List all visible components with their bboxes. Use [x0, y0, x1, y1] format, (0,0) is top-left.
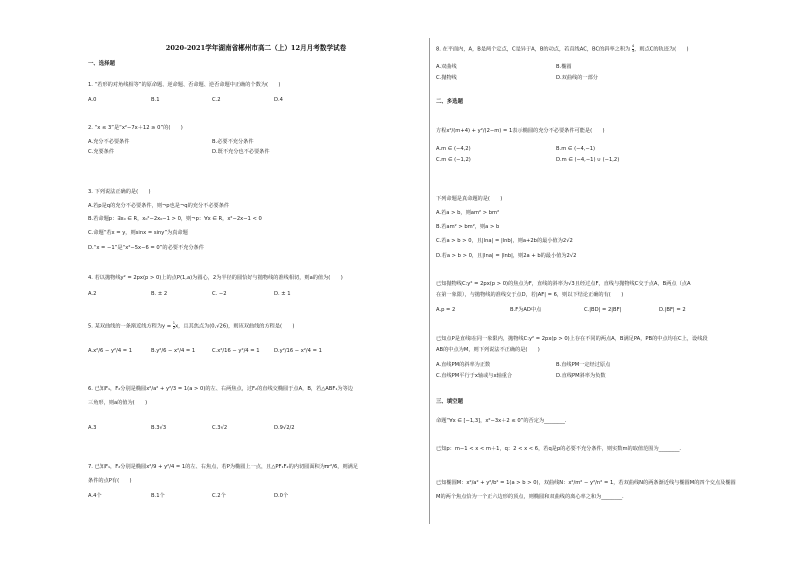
column-divider	[429, 38, 430, 524]
question-4-stem: 4. 若以抛物线y² = 2px(p > 0)上的点P(1,a)为圆心，2为半径的圆恰好与抛物线的准线相切，则a的值为( )	[88, 275, 343, 281]
question-12-option-a: A.直线PM的斜率为正数	[436, 362, 491, 368]
question-11-stem-line1: 已知抛物线C:y² = 2px(p > 0)的焦点为F，直线的斜率为√3且经过点F，直线与抛物线C交于点A，B两点（点A	[436, 281, 691, 287]
question-7-stem-line2: 条件的点P有( )	[88, 478, 132, 484]
question-11-option-d: D.|BF| = 2	[659, 307, 686, 313]
question-3-stem: 3. 下列说法正确的是( )	[88, 189, 151, 195]
question-8-option-a: A.双曲线	[436, 64, 457, 70]
question-8-option-b: B.椭圆	[556, 64, 572, 70]
question-1-option-c: C.2	[212, 97, 221, 103]
question-6-stem-line1: 6. 已知F₁，F₂分别是椭圆x²/a² + y²/3 = 1(a > 0)的左、右两焦点，过F₂的直线交椭圆于点A，B，若△ABF₁为等边	[88, 386, 353, 392]
question-12-option-c: C.直线PM平行于x轴或与x轴重合	[436, 373, 513, 379]
question-1-option-a: A.0	[88, 97, 97, 103]
question-7-option-d: D.0个	[274, 493, 289, 499]
fill-question-15-line2: M的两个焦点恰为一个正六边形的顶点，则椭圆和双曲线的离心率之和为________.	[436, 494, 624, 500]
question-11-option-a: A.p = 2	[436, 307, 456, 313]
fill-question-14: 已知p：m−1 < x < m＋1，q：2 < x < 6，若q是p的必要不充分条件，则实数m的取值范围为________.	[436, 446, 682, 452]
fill-question-15-line1: 已知椭圆M：x²/a² + y²/b² = 1(a > b > 0)，双曲线N：x²/m² − y²/n² = 1，若双曲线N的两条渐近线与椭圆M的四个交点及椭圆	[436, 480, 736, 486]
fill-question-13: 命题“∀x ∈ [−1,3]，x²−3x＋2 ≤ 0”的否定为________.	[436, 418, 567, 424]
question-11-stem-line2: 在第一象限），与抛物线的准线交于点D，若|AF| = 6，则以下结论正确的有( )	[436, 292, 624, 298]
question-5-stem-tail: x，且其焦点为(0,√26)，则该双曲线的方程是( )	[175, 323, 295, 330]
question-12-option-d: D.直线PM斜率为负数	[556, 373, 606, 379]
question-12-stem-line2: AB的中点为M，则下列说法不正确的是( )	[436, 347, 540, 353]
question-10-option-c: C.若a > b > 0，且|lna| = |lnb|，则a+2b的最小值为2√2	[436, 238, 573, 244]
question-6-option-a: A.3	[88, 425, 97, 431]
question-7-stem-line1: 7. 已知F₁，F₂分别是椭圆x²/9 + y²/4 = 1的左、右焦点，若P为椭圆上一点，且△PF₁F₂的内切圆面积为πr²/6，则满足	[88, 464, 359, 470]
question-4-option-b: B. ± 2	[151, 291, 168, 297]
question-7-option-b: B.1个	[151, 493, 165, 499]
question-6-option-d: D.9√2/2	[274, 425, 295, 431]
question-5-fraction-numerator: 1	[172, 321, 176, 325]
question-2-option-a: A.充分不必要条件	[88, 139, 130, 145]
question-4-option-d: D. ± 1	[274, 291, 291, 297]
question-5-option-b: B.y²/6 − x²/4 = 1	[151, 348, 196, 354]
question-11-option-b: B.F为AD中点	[510, 307, 542, 313]
question-3-option-d: D.“x = −1”是“x²−5x−6 = 0”的必要不充分条件	[88, 245, 204, 251]
question-9-option-d: D.m ∈ (−4,−1) ∪ (−1,2)	[556, 157, 620, 163]
question-9-option-c: C.m ∈ (−1,2)	[436, 157, 471, 163]
question-2-option-b: B.必要不充分条件	[212, 139, 254, 145]
question-12-option-b: B.直线PM一定经过原点	[556, 362, 611, 368]
question-2-stem: 2. “x ≤ 3”是“x²−7x＋12 ≥ 0”的( )	[88, 125, 183, 131]
question-5-stem-head: 5. 某双曲线的一条渐近线方程为y =	[88, 323, 173, 330]
question-5-option-a: A.x²/6 − y²/4 = 1	[88, 348, 133, 354]
question-5-option-c: C.x²/16 − y²/4 = 1	[212, 348, 260, 354]
question-9-option-a: A.m ∈ (−4,2)	[436, 146, 471, 152]
question-5-fraction-denominator: 2	[172, 325, 176, 330]
section-heading-fill: 三、填空题	[436, 399, 463, 405]
question-2-option-c: C.充要条件	[88, 149, 115, 155]
question-9-option-b: B.m ∈ (−4,−1)	[556, 146, 596, 152]
question-4-option-a: A.2	[88, 291, 97, 297]
question-8-option-c: C.抛物线	[436, 75, 457, 81]
question-8-stem	[436, 45, 772, 53]
question-6-option-b: B.3√3	[151, 425, 167, 431]
question-8-fraction-denominator: 3	[631, 48, 635, 53]
question-6-stem-line2: 三角形，则a的值为( )	[88, 400, 148, 406]
section-heading-multi: 二、多选题	[436, 99, 463, 105]
question-8-fraction-numerator: 4	[631, 44, 635, 48]
question-8-option-d: D.双曲线的一部分	[556, 75, 598, 81]
question-1-option-d: D.4	[274, 97, 283, 103]
question-7-option-a: A.4个	[88, 493, 102, 499]
question-4-option-c: C. −2	[212, 291, 227, 297]
question-12-stem-line1: 已知点P是直线l在同一象限内，抛物线C:y² = 2px(p > 0)上存在不同的两点A，B满足PA，PB的中点均在C上，设线段	[436, 336, 708, 342]
question-9-stem: 方程x²/(m+4) + y²/(2−m) = 1表示椭圆的充分不必要条件可能是( )	[436, 128, 605, 134]
question-6-option-c: C.3√2	[212, 425, 228, 431]
question-10-stem: 下列命题是真命题的是( )	[436, 196, 503, 202]
question-10-option-d: D.若a > b > 0，且|lna| = |lnb|，则2a + b的最小值为2√2	[436, 253, 577, 259]
question-8-stem-tail: ，则点C的轨迹为( )	[634, 46, 689, 53]
question-7-option-c: C.2个	[212, 493, 226, 499]
question-2-option-d: D.既不充分也不必要条件	[212, 149, 270, 155]
left-column	[88, 0, 424, 562]
question-3-option-c: C.命题“若x = y，则sinx = siny”为真命题	[88, 230, 188, 236]
section-heading-choice: 一、选择题	[88, 61, 115, 67]
question-5-stem	[88, 322, 424, 330]
right-column	[436, 0, 772, 562]
question-3-option-a: A.若p是q的充分不必要条件，则¬p也是¬q的充分不必要条件	[88, 203, 230, 209]
question-10-option-b: B.若am² > bm²，则a > b	[436, 224, 500, 230]
page-title: 2020-2021学年湖南省郴州市高二（上）12月月考数学试卷	[165, 44, 347, 52]
question-5-option-d: D.y²/16 − x²/4 = 1	[274, 348, 322, 354]
question-8-stem-head: 8. 在平面内，A，B是两个定点，C是异于A，B的动点，若直线AC，BC的斜率之积为	[436, 46, 632, 53]
question-1-option-b: B.1	[151, 97, 160, 103]
question-10-option-a: A.若a > b，则am² > bm²	[436, 210, 500, 216]
question-3-option-b: B.若命题p：∃x₀ ∈ R，x₀²−2x₀−1 > 0，则¬p：∀x ∈ R，x²−2x−1 < 0	[88, 216, 262, 222]
question-11-option-c: C.|BD| = 2|BF|	[584, 307, 622, 313]
question-1-stem: 1. “若形的对角线相等”的原命题、逆命题、否命题、逆否命题中正确的个数为( )	[88, 82, 281, 88]
